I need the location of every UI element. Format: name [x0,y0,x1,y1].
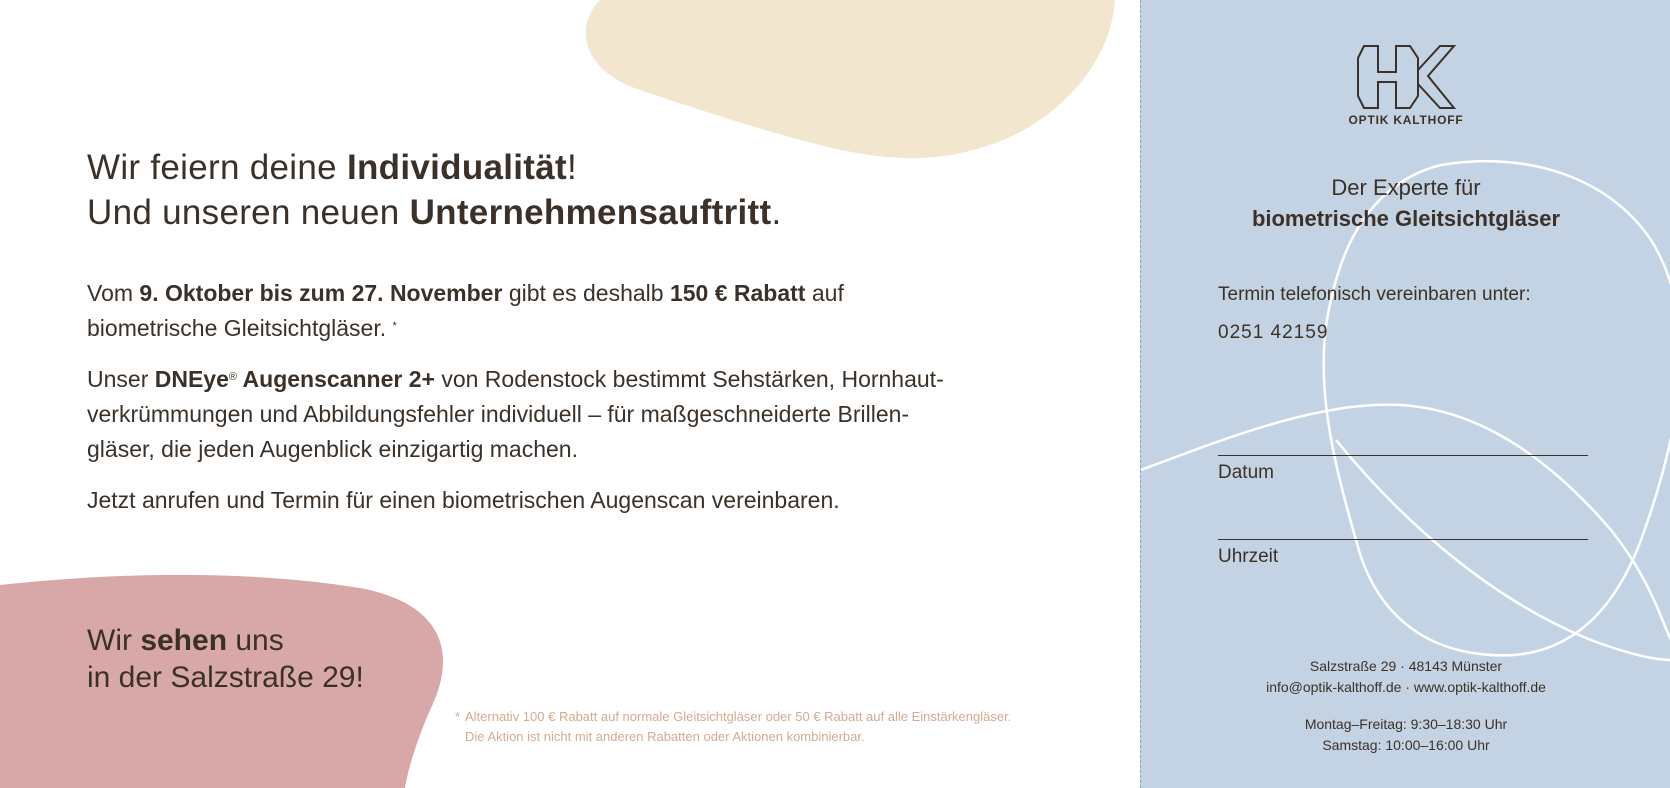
date-field-line[interactable] [1218,455,1588,456]
headline [87,145,782,235]
headline-line-1: Wir feiern deine Individualität! [87,148,578,187]
footnote: * Alternativ 100 € Rabatt auf normale Gleitsichtgläser oder 50 € Rabatt auf alle Einstärkengläser. Die Aktion ist nicht mit anderen Rabatten oder Aktionen kombinierbar. [455,709,1012,744]
appointment-card [1140,0,1670,788]
scanner-paragraph: Unser DNEye® Augenscanner 2+ von Rodenstock bestimmt Sehstärken, Hornhaut- verkrümmungen und Abbildungsfehler individuell – für maßgeschneiderte Brillen- gläser, die jeden Augenblick einzigartig machen. [87,366,944,462]
time-field-label: Uhrzeit [1218,546,1279,567]
date-field-label: Datum [1218,462,1274,483]
hk-monogram-logo [1141,44,1670,115]
offer-paragraph: Vom 9. Oktober bis zum 27. November gibt es deshalb 150 € Rabatt auf biometrische Gleitsichtgläser. * [87,280,844,341]
logo-wordmark: OPTIK KALTHOFF [1348,113,1464,127]
call-to-action: Jetzt anrufen und Termin für einen biometrischen Augenscan vereinbaren. [87,487,840,513]
time-field-line[interactable] [1218,539,1588,540]
footnote-marker: * [392,320,397,332]
headline-line-2: Und unseren neuen Unternehmensauftritt. [87,193,782,232]
phone-label: Termin telefonisch vereinbaren unter: [1218,284,1531,305]
email-web-links[interactable]: info@optik-kalthoff.de · www.optik-kalthoff.de [1266,679,1546,695]
address: Salzstraße 29 · 48143 Münster [1309,658,1503,674]
tagline: Der Experte für biometrische Gleitsichtgläser [1251,175,1561,231]
phone-number[interactable]: 0251 42159 [1218,322,1329,343]
opening-hours: Montag–Freitag: 9:30–18:30 Uhr Samstag: 10:00–16:00 Uhr [1304,716,1508,753]
outro-text: Wir sehen uns in der Salzstraße 29! [87,624,364,694]
contact-info [1141,656,1670,698]
